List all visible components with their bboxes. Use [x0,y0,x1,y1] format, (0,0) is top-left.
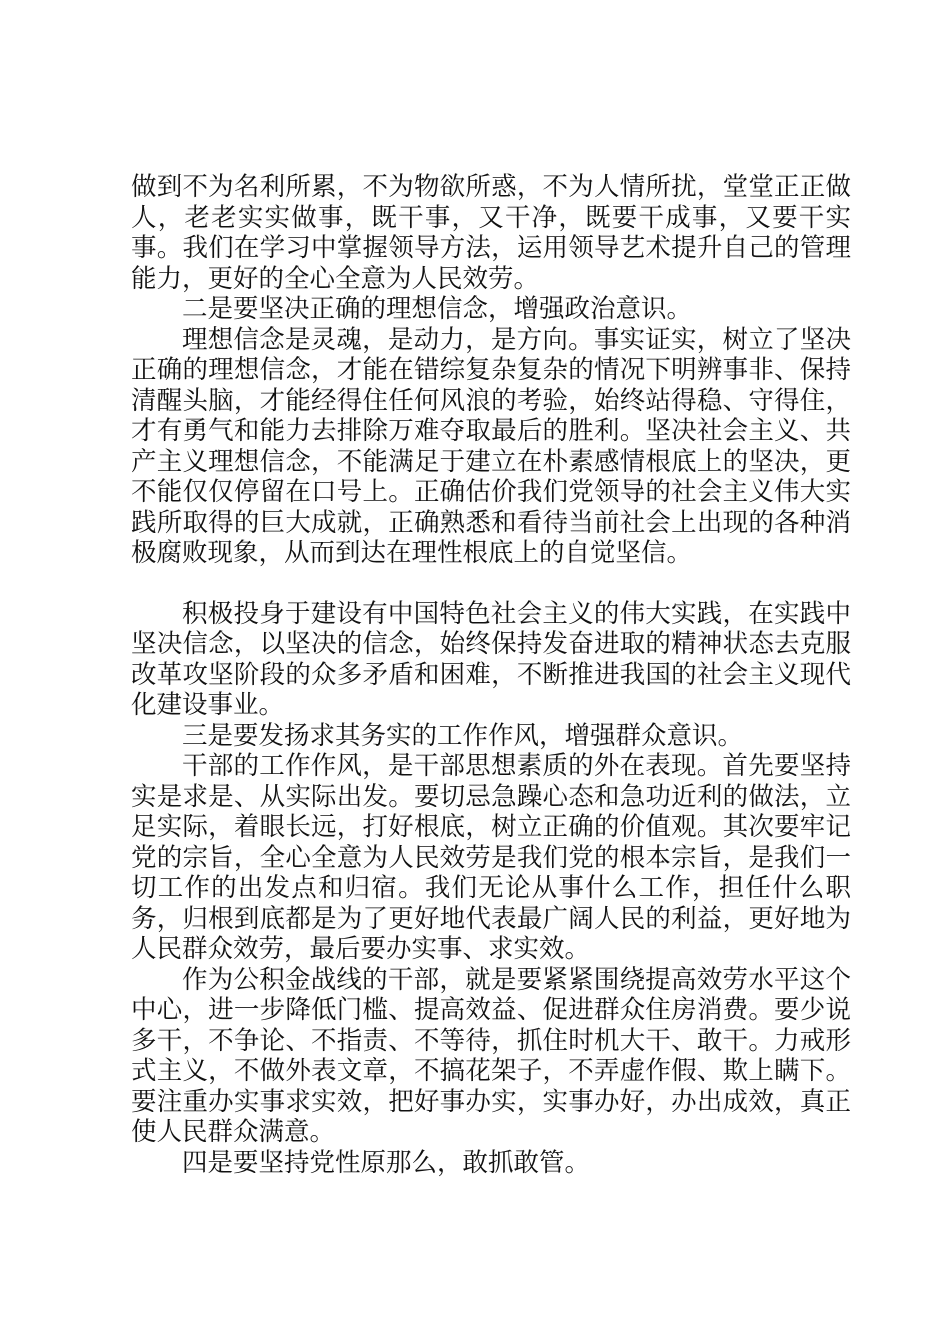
paragraph-work-style: 干部的工作作风，是干部思想素质的外在表现。首先要坚持实是求是、从实际出发。要切忌急躁心态和急功近利的做法，立足实际，着眼长远，打好根底，树立正确的价值观。其次要牢记党的宗旨，全心全意为人民效劳是我们党的根本宗旨，是我们一切工作的出发点和归宿。我们无论从事什么工作，担任什么职务，归根到底都是为了更好地代表最广阔人民的利益，更好地为人民群众效劳，最后要办实事、求实效。 [131,751,851,964]
section-heading-two: 二是要坚决正确的理想信念，增强政治意识。 [182,294,693,324]
paragraph-continuation: 做到不为名利所累，不为物欲所惑，不为人情所扰，堂堂正正做人，老老实实做事，既干事，又干净，既要干成事，又要干实事。我们在学习中掌握领导方法，运用领导艺术提升自己的管理能力，更好的全心全意为人民效劳。 [131,172,851,294]
section-heading-four: 四是要坚持党性原那么，敢抓敢管。 [182,1147,591,1178]
paragraph-ideals: 理想信念是灵魂，是动力，是方向。事实证实，树立了坚决正确的理想信念，才能在错综复杂复杂的情况下明辨事非、保持清醒头脑，才能经得住任何风浪的考验，始终站得稳、守得住，才有勇气和能力去排除万难夺取最后的胜利。坚决社会主义、共产主义理想信念，不能满足于建立在朴素感情根底上的坚决，更不能仅仅停留在口号上。正确估价我们党领导的社会主义伟大实践所取得的巨大成就，正确熟悉和看待当前社会上出现的各种消极腐败现象，从而到达在理性根底上的自觉坚信。 [131,324,851,568]
paragraph-practice: 积极投身于建设有中国特色社会主义的伟大实践，在实践中坚决信念，以坚决的信念，始终保持发奋进取的精神状态去克服改革攻坚阶段的众多矛盾和困难，不断推进我国的社会主义现代化建设事业。 [131,598,851,720]
document-body [131,172,851,1178]
paragraph-provident-fund: 作为公积金战线的干部，就是要紧紧围绕提高效劳水平这个中心，进一步降低门槛、提高效益、促进群众住房消费。要少说多干，不争论、不指责、不等待，抓住时机大干、敢干。力戒形式主义，不做外表文章，不搞花架子，不弄虚作假、欺上瞒下。要注重办实事求实效，把好事办实，实事办好，办出成效，真正使人民群众满意。 [131,964,851,1147]
section-heading-three: 三是要发扬求其务实的工作作风，增强群众意识。 [182,720,744,751]
